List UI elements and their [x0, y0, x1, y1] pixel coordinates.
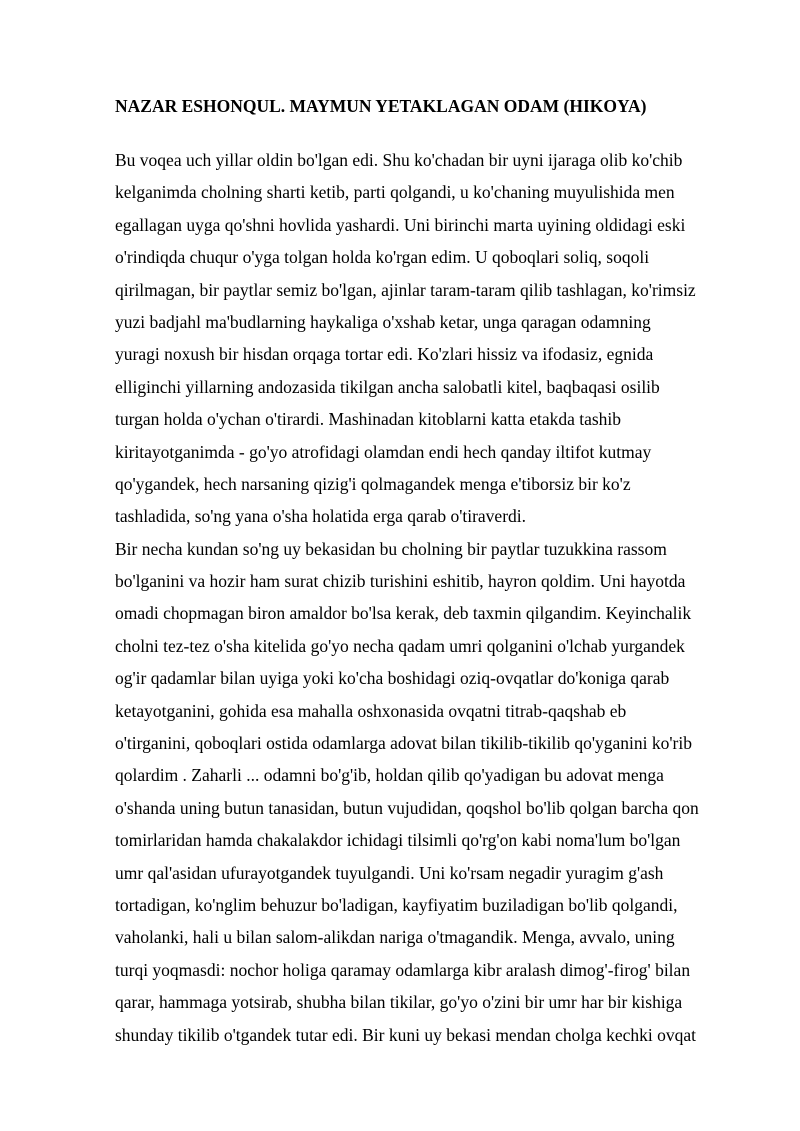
text-line: elliginchi yillarning andozasida tikilgan ancha salobatli kitel, baqbaqasi osilib: [115, 376, 660, 397]
text-line: tashladida, so'ng yana o'sha holatida erga qarab o'tiraverdi.: [115, 506, 527, 527]
text-line: qolardim . Zaharli ... odamni bo'g'ib, holdan qilib qo'yadigan bu adovat menga: [115, 765, 664, 786]
text-line: tortadigan, ko'nglim behuzur bo'ladigan, kayfiyatim buziladigan bo'lib qolgandi,: [115, 894, 678, 915]
text-line: omadi chopmagan biron amaldor bo'lsa kerak, deb taxmin qilgandim. Keyinchalik: [115, 603, 692, 624]
document-title: NAZAR ESHONQUL. MAYMUN YETAKLAGAN ODAM (HIKOYA): [115, 96, 647, 116]
text-line: o'rindiqda chuqur o'yga tolgan holda ko'rgan edim. U qoboqlari soliq, soqoli: [115, 247, 650, 268]
text-line: Bu voqea uch yillar oldin bo'lgan edi. Shu ko'chadan bir uyni ijaraga olib ko'chib: [115, 150, 683, 170]
text-line: kiritayotganimda - go'yo atrofidagi olamdan endi hech qanday iltifot kutmay: [115, 441, 652, 462]
text-line: turgan holda o'ychan o'tirardi. Mashinadan kitoblarni katta etakda tashib: [115, 409, 622, 430]
text-line: turqi yoqmasdi: nochor holiga qaramay odamlarga kibr aralash dimog'-firog' bilan: [115, 959, 691, 980]
text-line: og'ir qadamlar bilan uyiga yoki ko'cha boshidagi oziq-ovqatlar do'koniga qarab: [115, 668, 670, 689]
text-line: qarar, hammaga yotsirab, shubha bilan tikilar, go'yo o'zini bir umr har bir kishiga: [115, 992, 683, 1013]
text-line: qo'ygandek, hech narsaning qizig'i qolmagandek menga e'tiborsiz bir ko'z: [115, 473, 631, 494]
text-line: o'shanda uning butun tanasidan, butun vujudidan, qoqshol bo'lib qolgan barcha qon: [115, 797, 699, 818]
text-line: bo'lganini va hozir ham surat chizib turishini eshitib, hayron qoldim. Uni hayotda: [115, 571, 686, 592]
text-line: umr qal'asidan ufurayotgandek tuyulgandi. Uni ko'rsam negadir yuragim g'ash: [115, 862, 664, 883]
text-line: cholni tez-tez o'sha kitelida go'yo necha qadam umri qolganini o'lchab yurgandek: [115, 635, 685, 656]
text-line: o'tirganini, qoboqlari ostida odamlarga adovat bilan tikilib-tikilib qo'yganini ko'rib: [115, 733, 692, 754]
text-line: Bir necha kundan so'ng uy bekasidan bu cholning bir paytlar tuzukkina rassom: [115, 538, 667, 559]
text-line: tomirlaridan hamda chakalakdor ichidagi tilsimli qo'rg'on kabi noma'lum bo'lgan: [115, 830, 681, 851]
text-line: vaholanki, hali u bilan salom-alikdan nariga o'tmagandik. Menga, avvalo, uning: [115, 927, 675, 948]
text-line: qirilmagan, bir paytlar semiz bo'lgan, ajinlar taram-taram qilib tashlagan, ko'rimsiz: [115, 279, 696, 300]
text-line: kelganimda cholning sharti ketib, parti qolgandi, u ko'chaning muyulishida men: [115, 182, 675, 203]
text-line: yuragi noxush bir hisdan orqaga tortar edi. Ko'zlari hissiz va ifodasiz, egnida: [115, 344, 654, 365]
story-text: [115, 144, 755, 1051]
text-line: shunday tikilib o'tgandek tutar edi. Bir kuni uy bekasi mendan cholga kechki ovqat: [115, 1024, 697, 1045]
text-line: egallagan uyga qo'shni hovlida yashardi. Uni birinchi marta uyining oldidagi eski: [115, 214, 686, 235]
text-line: ketayotganini, gohida esa mahalla oshxonasida ovqatni titrab-qaqshab eb: [115, 700, 627, 721]
text-line: yuzi badjahl ma'budlarning haykaliga o'xshab ketar, unga qaragan odamning: [115, 311, 651, 332]
